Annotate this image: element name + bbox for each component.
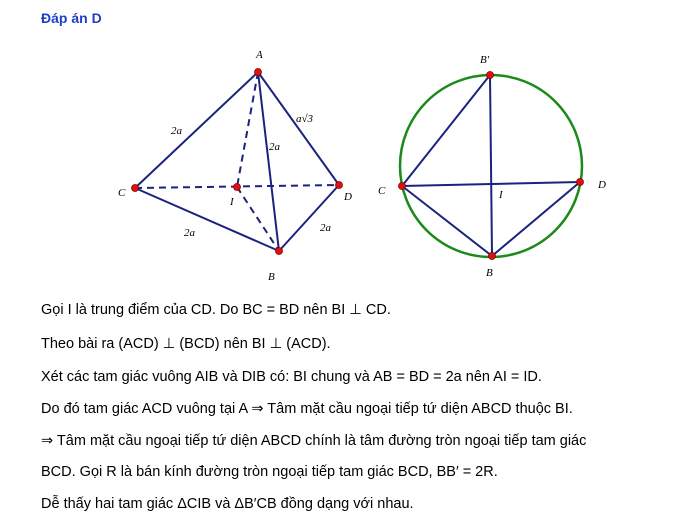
label-b: B bbox=[268, 271, 275, 283]
label-a: A bbox=[256, 49, 263, 61]
point-b2 bbox=[489, 253, 496, 260]
tetrahedron-figure bbox=[135, 72, 339, 251]
point-b-prime bbox=[487, 72, 494, 79]
solution-line-2: Theo bài ra (ACD) ⊥ (BCD) nên BI ⊥ (ACD). bbox=[41, 336, 331, 352]
point-d2 bbox=[577, 179, 584, 186]
label-i: I bbox=[230, 196, 234, 208]
label-b2: B bbox=[486, 267, 493, 279]
point-d bbox=[336, 182, 343, 189]
label-d2: D bbox=[598, 179, 606, 191]
label-c: C bbox=[118, 187, 126, 199]
segment-bb-prime bbox=[490, 75, 492, 256]
label-db: 2a bbox=[320, 222, 331, 234]
solution-line-5: ⇒ Tâm mặt cầu ngoại tiếp tứ diện ABCD chính là tâm đường tròn ngoại tiếp tam giác bbox=[41, 433, 587, 449]
circle-figure-lines bbox=[402, 75, 580, 256]
solution-line-6: BCD. Gọi R là bán kính đường tròn ngoại tiếp tam giác BCD, BB′ = 2R. bbox=[41, 464, 498, 480]
solution-line-4: Do đó tam giác ACD vuông tại A ⇒ Tâm mặt cầu ngoại tiếp tứ diện ABCD thuộc BI. bbox=[41, 401, 573, 417]
label-d: D bbox=[344, 191, 352, 203]
label-ab: 2a bbox=[269, 141, 280, 153]
point-b bbox=[276, 248, 283, 255]
edge-db bbox=[279, 185, 339, 251]
label-cb: 2a bbox=[184, 227, 195, 239]
solution-line-1: Gọi I là trung điểm của CD. Do BC = BD nên BI ⊥ CD. bbox=[41, 302, 391, 318]
point-i bbox=[234, 184, 241, 191]
label-i2: I bbox=[499, 189, 503, 201]
label-ca: 2a bbox=[171, 125, 182, 137]
point-c2 bbox=[399, 183, 406, 190]
point-a bbox=[255, 69, 262, 76]
answer-heading: Đáp án D bbox=[41, 10, 102, 26]
label-b-prime: B′ bbox=[480, 54, 490, 66]
solution-line-3: Xét các tam giác vuông AIB và DIB có: BI chung và AB = BD = 2a nên AI = ID. bbox=[41, 369, 542, 385]
solution-line-7: Dễ thấy hai tam giác ΔCIB và ΔB′CB đồng dạng với nhau. bbox=[41, 496, 414, 512]
segment-cb-prime bbox=[402, 75, 490, 186]
label-c2: C bbox=[378, 185, 386, 197]
label-ad: a√3 bbox=[296, 113, 314, 125]
point-c bbox=[132, 185, 139, 192]
edge-ab bbox=[258, 72, 279, 251]
